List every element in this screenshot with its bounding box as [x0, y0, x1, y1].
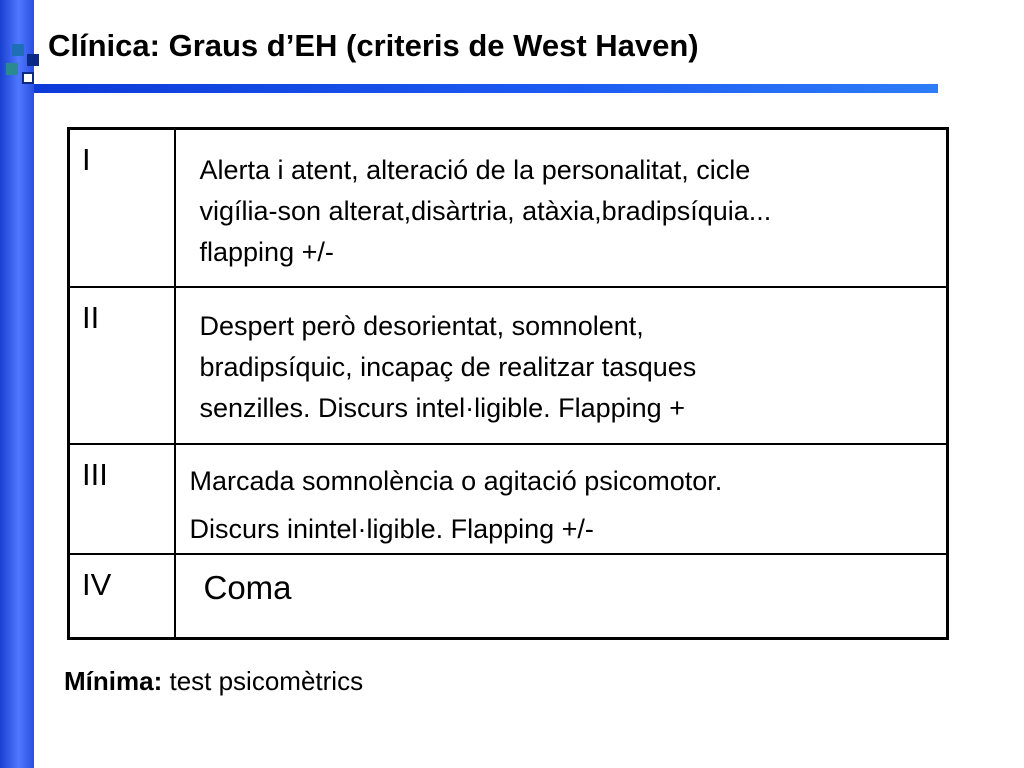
footnote-text: test psicomètrics — [169, 666, 364, 696]
table-row — [69, 444, 948, 554]
west-haven-grades-table — [67, 127, 949, 640]
grade-description — [175, 444, 948, 554]
grade-label: III — [69, 444, 175, 554]
description-line: Despert però desorientat, somnolent, — [199, 310, 644, 341]
footnote-label: Mínima: — [64, 666, 163, 696]
description-line: bradipsíquic, incapaç de realitzar tasques — [199, 351, 697, 382]
table-row — [69, 287, 948, 444]
table-row — [69, 554, 948, 639]
description-line: vigília-son alterat,disàrtria, atàxia,bradipsíquia... — [199, 196, 772, 226]
description-line: Alerta i atent, alteració de la personalitat, cicle — [199, 155, 751, 185]
grade-description — [175, 129, 948, 287]
description-line: Marcada somnolència o agitació psicomotor. — [189, 465, 723, 496]
side-accent-bar — [0, 0, 34, 768]
footnote — [64, 666, 363, 697]
grade-description — [175, 554, 948, 639]
description-line: Coma — [203, 568, 292, 606]
slide-title: Clínica: Graus d’EH (criteris de West Haven) — [48, 28, 699, 63]
description-line: flapping +/- — [199, 237, 334, 267]
grade-description — [175, 287, 948, 444]
description-line: Discurs inintel·ligible. Flapping +/- — [189, 513, 594, 544]
grade-label: II — [69, 287, 175, 444]
grade-label: IV — [69, 554, 175, 639]
table-row — [69, 129, 948, 287]
grade-label: I — [69, 129, 175, 287]
description-line: senzilles. Discurs intel·ligible. Flapping + — [199, 392, 685, 423]
title-underline — [34, 84, 938, 93]
